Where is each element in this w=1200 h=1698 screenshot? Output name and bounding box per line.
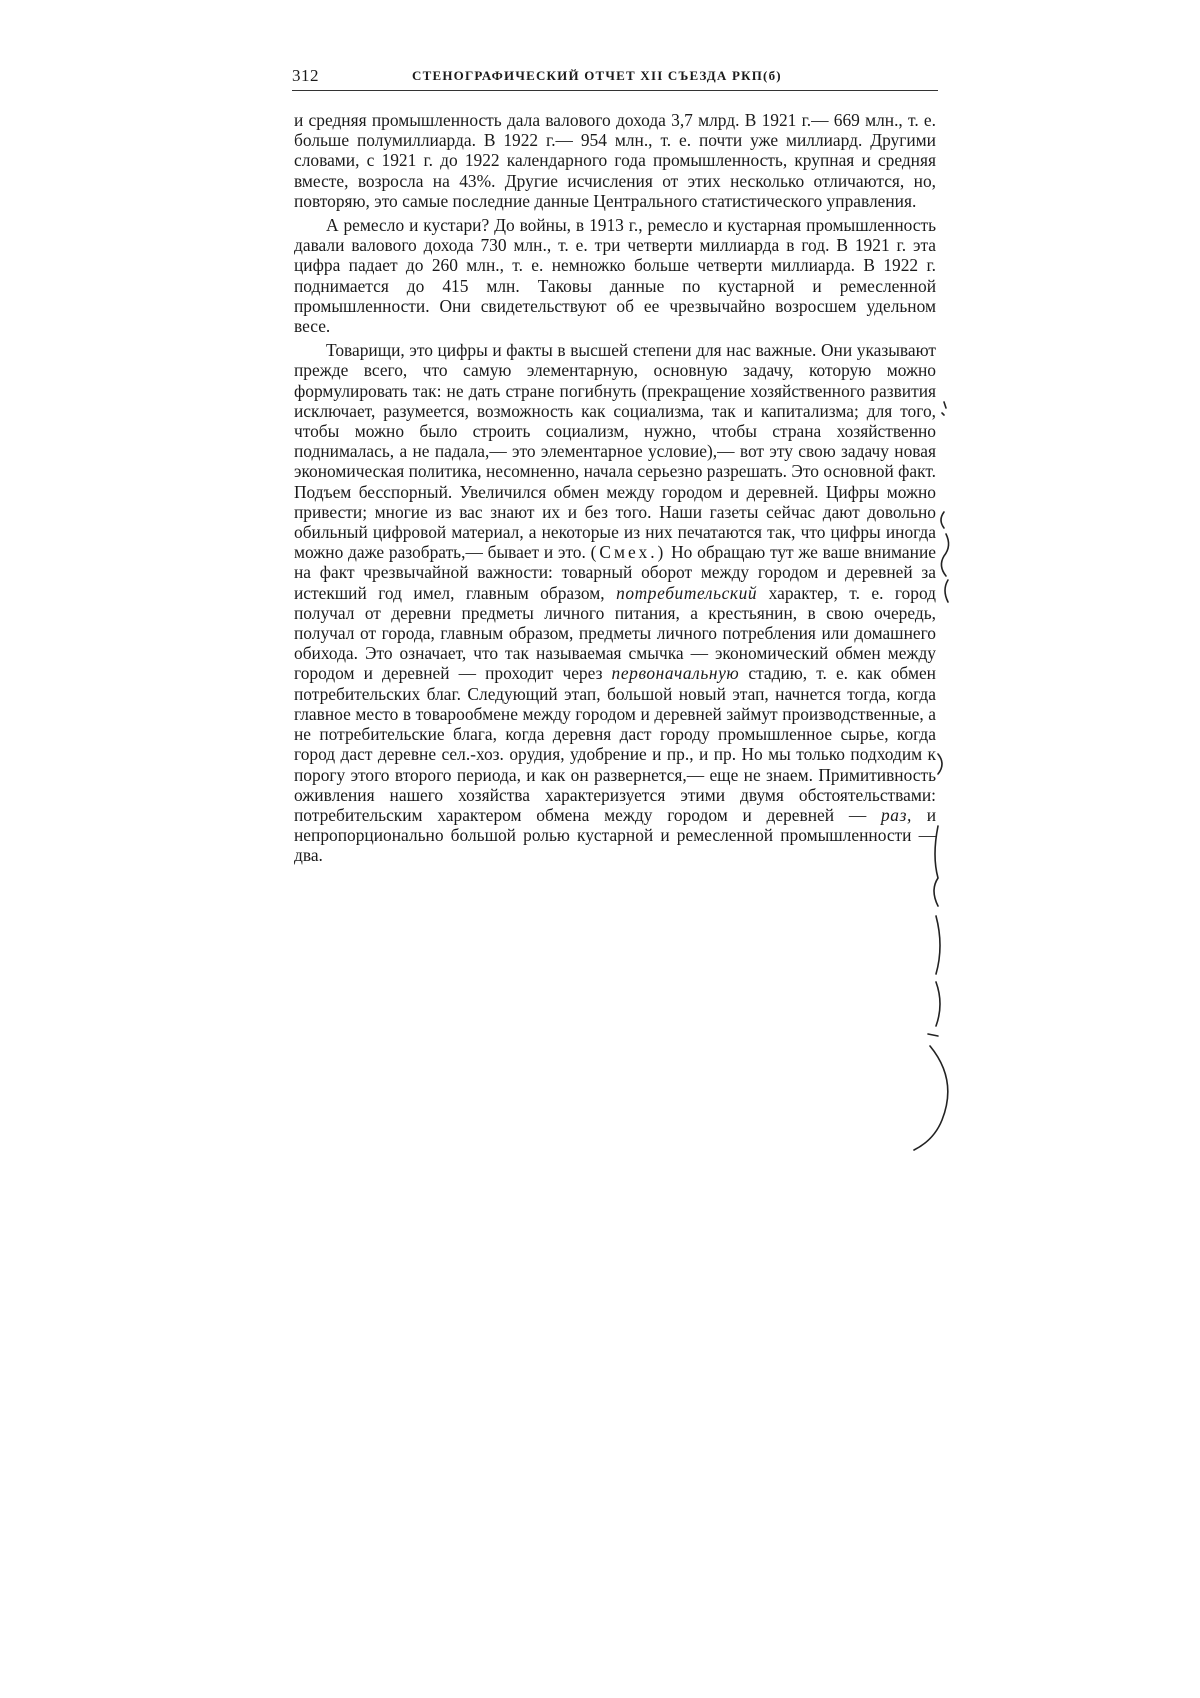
running-title: СТЕНОГРАФИЧЕСКИЙ ОТЧЕТ XII СЪЕЗДА РКП(б) (412, 68, 782, 83)
margin-bracket-1 (941, 512, 944, 528)
paragraph-2: А ремесло и кустари? До войны, в 1913 г., ремесло и кустарная промышленность давали валового дохода 730 млн., т. е. три четверти миллиарда в год. В 1921 г. эта цифра падает до 260 млн., т. е. немножко больше четверти миллиарда. В 1922 г. поднимается до 415 млн. Таковы данные по кустарной и ремесленной промышленности. Они свидетельствуют об ее чрезвычайно возросшем удельном весе. (294, 215, 936, 337)
margin-bracket-3 (945, 580, 948, 602)
paragraph-3-part-b: Но обращаю тут же ваше внимание на факт чрезвычайной важности: товарный оборот между городом и деревней за истекший год имел, главным образом, (294, 542, 936, 603)
margin-bracket-9 (914, 1046, 948, 1150)
margin-bracket-7 (936, 982, 940, 1026)
margin-bracket-4 (938, 754, 942, 774)
page-number: 312 (292, 66, 319, 85)
laughter-remark: (Смех.) (590, 542, 667, 563)
main-text (294, 110, 936, 866)
margin-bracket-8 (928, 1034, 938, 1036)
emphasis-consumer: потребительский (616, 582, 758, 603)
paragraph-3-part-c: характер, т. е. город получал от деревни предметы личного питания, а крестьянин, в свою очередь, получал от города, главным образом, предметы личного потребления или домашнего обихода. Это означает, что так называемая смычка — экономический обмен между городом и деревней — проходит через (294, 582, 936, 684)
running-header (292, 66, 938, 91)
emphasis-one: раз, (880, 804, 912, 825)
margin-bracket-6 (936, 916, 940, 974)
paragraph-3-part-e: и непропорционально большой ролью кустарной и ремесленной промышленности — два. (294, 804, 936, 866)
paragraph-3 (294, 340, 936, 865)
paragraph-1: и средняя промышленность дала валового дохода 3,7 млрд. В 1921 г.— 669 млн., т. е. больше полумиллиарда. В 1922 г.— 954 млн., т. е. почти уже миллиард. Другими словами, с 1921 г. до 1922 календарного года промышленность, крупная и средняя вместе, возросла на 43%. Другие исчисления от этих несколько отличаются, но, повторяю, это самые последние данные Центрального статистического управления. (294, 110, 936, 211)
margin-mark-dot (942, 402, 946, 415)
paragraph-3-part-a: Товарищи, это цифры и факты в высшей степени для нас важные. Они указывают прежде всего, что самую элементарную, основную задачу, которую можно формулировать так: не дать стране погибнуть (прекращение хозяйственного развития исключает, разумеется, возможность как социализма, так и капитализма; для того, чтобы можно было строить социализм, нужно, чтобы страна хозяйственно поднималась, а не падала,— это элементарное условие),— вот эту свою задачу новая экономическая политика, несомненно, начала серьезно разрешать. Это основной факт. Подъем бесспорный. Увеличился обмен между городом и деревней. Цифры можно привести; многие из вас знают их и без того. Наши газеты сейчас дают довольно обильный цифровой материал, а некоторые из них печатаются так, что цифры иногда можно даже разобрать,— бывает и это. (294, 340, 936, 563)
emphasis-initial: первоначальную (611, 663, 740, 684)
paragraph-3-part-d: стадию, т. е. как обмен потребительских благ. Следующий этап, большой новый этап, начнется тогда, когда главное место в товарообмене между городом и деревней займут производственные, а не потребительские блага, когда деревня даст городу промышленное сырье, когда город даст деревне сел.-хоз. орудия, удобрение и пр., и пр. Но мы только подходим к порогу этого второго периода, и как он развернется,— еще не знаем. Примитивность оживления нашего хозяйства характеризуется этими двумя обстоятельствами: потребительским характером обмена между городом и деревней — (294, 663, 936, 825)
margin-bracket-2 (941, 534, 948, 576)
